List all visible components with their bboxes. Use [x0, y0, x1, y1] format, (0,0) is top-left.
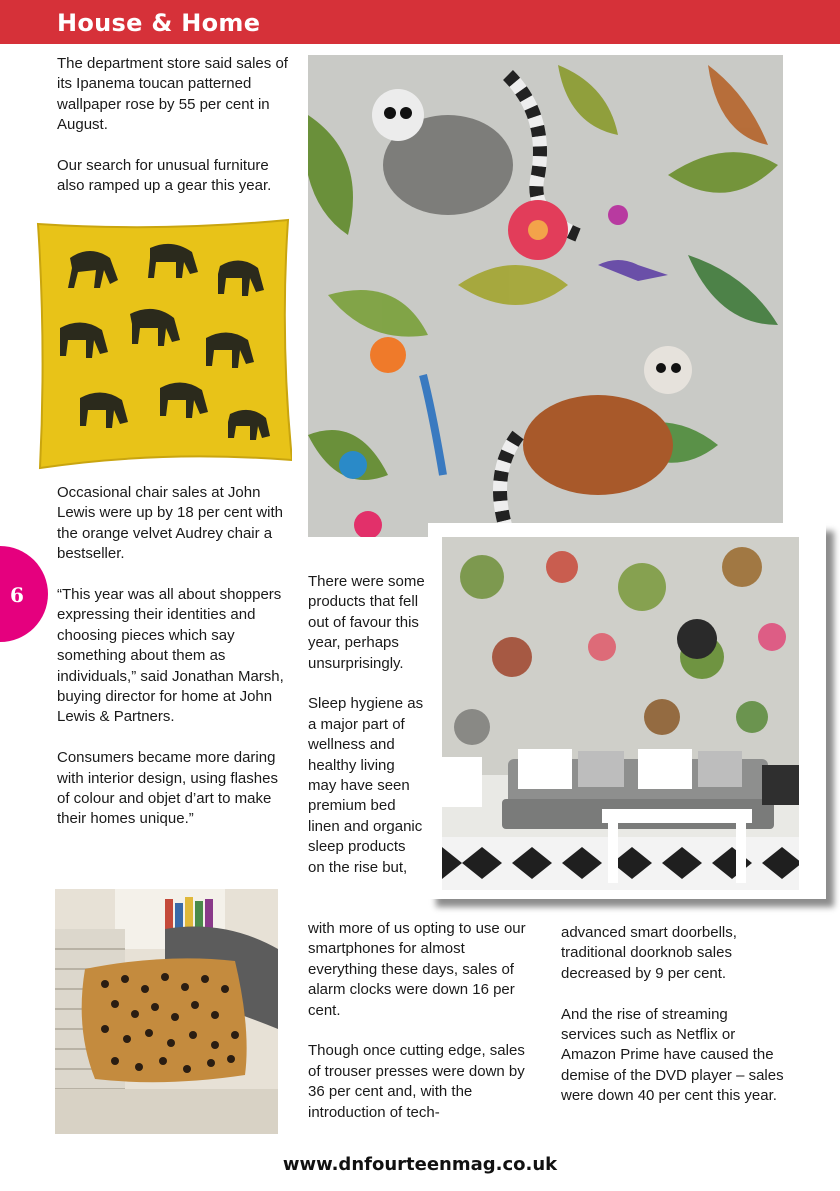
page-number-tab	[0, 546, 48, 642]
quote-paragraph: “This year was all about shoppers expressing their identities and choosing pieces which say something about them as individuals,” said Jonathan Marsh, buying director for home at John Lewis & Partners.	[57, 586, 284, 726]
section-title: House & Home	[57, 9, 261, 37]
middle-column-full	[308, 919, 533, 1123]
footer-url[interactable]: www.dnfourteenmag.co.uk	[282, 1154, 558, 1175]
right-column	[561, 923, 786, 1107]
living-room-image	[442, 537, 799, 890]
lemur-wallpaper-image	[308, 55, 783, 537]
paragraph: Our search for unusual furniture also ramped up a gear this year.	[57, 157, 272, 195]
middle-column-wrapped	[308, 572, 426, 878]
paragraph: And the rise of streaming services such as Netflix or Amazon Prime have caused the demise of the DVD player – sales were down 40 per cent this year.	[561, 1005, 784, 1105]
paragraph: with more of us opting to use our smartphones for almost everything these days, sales of alarm clocks were down 16 per cent.	[308, 920, 526, 1019]
left-column-top	[57, 54, 292, 197]
leopard-cushion-image	[55, 889, 278, 1134]
paragraph: Consumers became more daring with interior design, using flashes of colour and objet d’art to make their homes unique.”	[57, 749, 278, 828]
paragraph: Though once cutting edge, sales of trouser presses were down by 36 per cent and, with the introduction of tech-	[308, 1042, 525, 1121]
paragraph: Sleep hygiene as a major part of wellness and healthy living may have seen premium bed linen and organic sleep products on the rise but,	[308, 695, 424, 876]
page-number: 6	[10, 583, 24, 607]
paragraph: There were some products that fell out of favour this year, perhaps unsurprisingly.	[308, 573, 425, 672]
zebra-cushion-image	[30, 218, 292, 474]
paragraph: The department store said sales of its Ipanema toucan patterned wallpaper rose by 55 per cent in August.	[57, 55, 288, 134]
paragraph: Occasional chair sales at John Lewis were up by 18 per cent with the orange velvet Audrey chair a bestseller.	[57, 484, 283, 563]
left-column-bottom	[57, 483, 292, 830]
paragraph: advanced smart doorbells, traditional doorknob sales decreased by 9 per cent.	[561, 924, 737, 982]
